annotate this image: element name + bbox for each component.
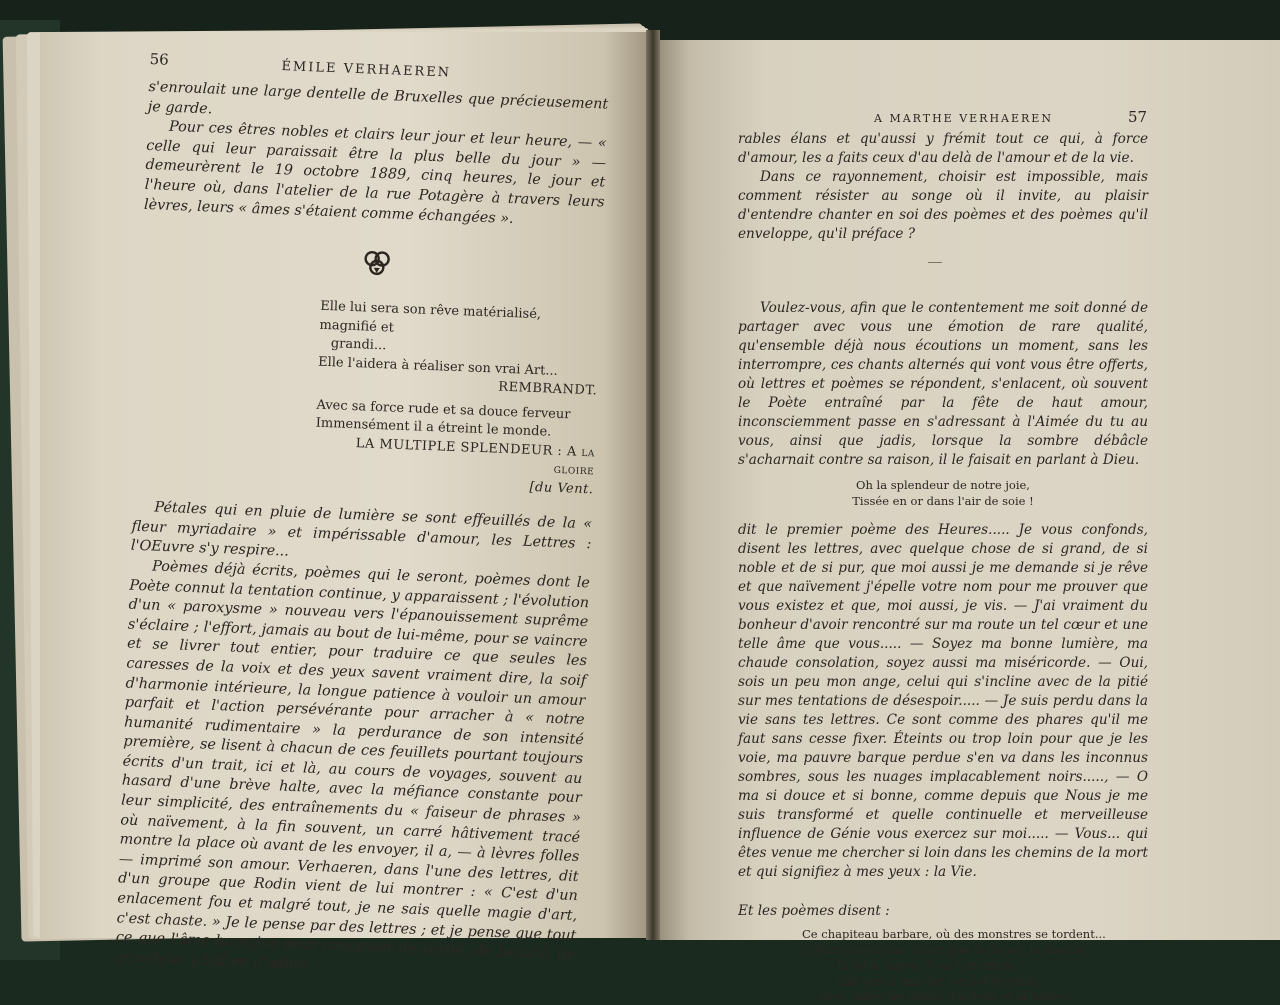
right-page-content [738, 104, 1148, 1005]
epigraph-line: Immensément il a étreint le monde. [315, 415, 552, 440]
lead-in: Et les poèmes disent : [738, 903, 890, 919]
epigraph-line: Elle l'aidera à réaliser son vrai Art... [317, 354, 559, 379]
verse-line: Tissée en or dans l'air de soie ! [852, 493, 1034, 508]
verse-line: C'était moi-même, avant que tu fusses la mienne, [802, 942, 1090, 957]
separator-dash [928, 262, 942, 263]
page-number: 57 [1128, 108, 1148, 126]
left-page-content [115, 50, 610, 985]
verse-line: Oh la splendeur de notre joie, [856, 478, 1030, 492]
ornament-icon [361, 247, 392, 278]
epigraph-attribution: LA MULTIPLE SPLENDEUR : A la gloire [355, 435, 596, 479]
epigraph-attribution: REMBRANDT. [498, 379, 598, 399]
verse-line: Qui vins à moi des loins d'éternité, [838, 973, 1041, 988]
paragraph: Poèmes déjà écrits, poèmes qui le seront, poèmes dont le Poète connut la tentation continue, y apparaissent ; l'évolution d'un « paroxysme » nouveau vers l'épanouissement suprême s'éclaire ; l'effort, jamais au bout de lui-même, pour se vaincre et se livrer tout entier, pour traduire ce que seules les caresses de la voix et des yeux savent vraiment dire, la soif d'harmonie intérieure, la longue patience à vouloir un amour parfait et l'action persévérante pour arracher à « notre humanité rudimentaire » la perdurance de son intensité première, se lisent à chacun de ces feuillets pourtant toujours écrits d'un trait, ici et là, au cours de voyages, souvent au hasard d'une brève halte, avec la méfiance constante pour leur simplicité, des entraînements du « faiseur de phrases » où naïvement, à la fin souvent, un carré hâtivement tracé montre la place où avant de les envoyer, il a, — à lèvres folles — imprimé son amour. Verhaeren, dans l'une des lettres, dit d'un groupe que Rodin vient de lui montrer : « C'est d'un enlacement fou et malgré tout, je ne sais quelle magie d'art, c'est chaste. » Je le pense par des lettres ; et je pense que tout ce que l'âme humaine peut concevoir de vérité, de beauté, de grandeur, y bat en d'admi- [114, 558, 591, 973]
paragraph: dit le premier poème des Heures..... Je vous confonds, disent les lettres, avec quelque chose de si grand, de si noble et de si pur, que moi aussi je me demande si je rêve et que naïvement j'épelle votre nom pour me prouver que vous existez et que, moi aussi, je vis. — J'ai vraiment du bonheur d'avoir rencontré sur ma route un tel cœur et une telle âme que vous..... — Soyez ma bonne lumière, ma chaude consolation, soyez aussi ma miséricorde. — Oui, sois un peu mon ange, celui qui s'incline avec de la pitié sur mes tentations de désespoir..... — Je suis perdu dans la vie sans tes lettres. Ce sont comme des phares qu'il me faut sans cesse fixer. Éteints ou trop loin pour que je les voie, ma pauvre barque perdue s'en va dans les inconnus sombres, sous les nuages implacablement noirs....., — O ma si douce et si bonne, comme depuis que Nous je me suis transformé et quelle continuelle et merveilleuse influence de Génie vous exercez sur moi..... — Vous... qui êtes venue me chercher si loin dans les chemins de la mort et qui signifiez à mes yeux : la Vie. [738, 522, 1148, 880]
running-head-title: ÉMILE VERHAEREN [281, 59, 452, 81]
verse-line: O toi la neuve, ô toi l'ancienne ! [838, 958, 1024, 972]
epigraph-attribution: [du Vent. [529, 479, 594, 497]
verse-line: Ce chapiteau barbare, où des monstres se tordent... [802, 927, 1106, 941]
paragraph: s'enroulait une large dentelle de Bruxelles que précieusement je garde. [147, 78, 609, 118]
paragraph: Pour ces êtres nobles et clairs leur jour et leur heure, — « celle qui leur paraissait être la plus belle du jour » — demeurèrent le 19 octobre 1889, cinq heures, le jour et l'heure où, dans l'atelier de la rue Potagère à travers leurs lèvres, leurs « âmes s'étaient comme échangées ». [143, 118, 608, 227]
epigraph-line: Avec sa force rude et sa douce ferveur [316, 397, 571, 423]
right-running-head [738, 104, 1148, 130]
epigraph [313, 298, 600, 500]
verse-line: Avec, entre tes mains, l'ardeur et la bonté... [818, 989, 1075, 1003]
running-head-title: A MARTHE VERHAEREN [874, 112, 1053, 125]
paragraph: Voulez-vous, afin que le contentement me soit donné de partager avec vous une émotion de rare qualité, qu'ensemble déjà nous écoutions un moment, sans les interrompre, ces chants alternés qui vont vous être offerts, où lettres et poèmes se répondent, s'enlacent, où souvent le Poète entraîné par la fête de haut amour, inconsciemment passe en s'adressant à l'Aimée du tu au vous, ainsi que jadis, lorsque la sombre débâcle s'acharnait contre sa raison, il le faisait en parlant à Dieu. [738, 300, 1148, 468]
book-gutter [646, 30, 660, 940]
paragraph: Dans ce rayonnement, choisir est impossible, mais comment résister au songe où il invite, au plaisir d'entendre chanter en soi des poèmes et des poèmes qu'il enveloppe, qu'il préface ? [738, 169, 1148, 242]
page-number: 56 [149, 50, 170, 69]
paragraph: Pétales qui en pluie de lumière se sont effeuillés de la « fleur myriadaire » et impérissable d'amour, les Lettres : l'OEuvre s'y respire... [130, 499, 593, 561]
paragraph: rables élans et qu'aussi y frémit tout ce qui, à force d'amour, les a faits ceux d'au delà de l'amour et de la vie. [738, 131, 1148, 166]
epigraph-line: grandi... [330, 336, 387, 354]
epigraph-line: Elle lui sera son rêve matérialisé, magnifié et [319, 298, 542, 336]
